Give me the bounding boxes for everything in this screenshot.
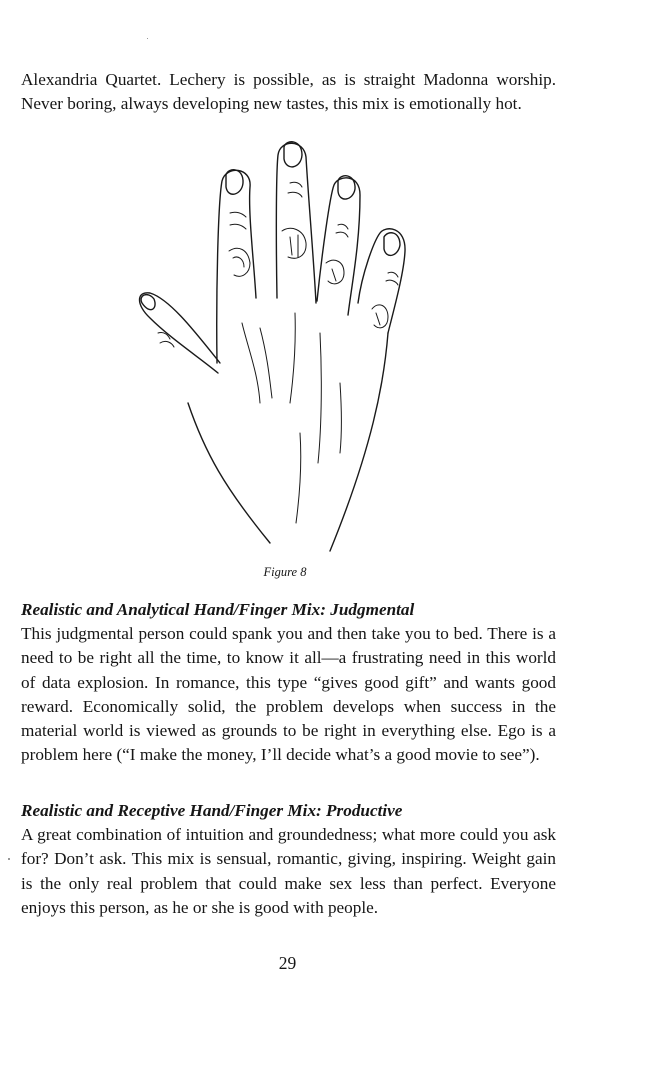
ring-finger-outline <box>317 178 360 315</box>
hand-left-edge <box>188 403 270 543</box>
little-finger-outline <box>358 229 405 333</box>
section-heading-judgmental: Realistic and Analytical Hand/Finger Mix: Judgmental <box>21 600 415 619</box>
intro-paragraph: Alexandria Quartet. Lechery is possible, as is straight Madonna worship. Never boring, always developing new tastes, this mix is emotionally hot. <box>21 70 556 114</box>
figure-caption: Figure 8 <box>263 565 307 579</box>
thumb-outline <box>140 293 221 373</box>
middle-finger-outline <box>276 143 316 303</box>
middle-finger-nail <box>284 142 302 167</box>
scan-speck <box>8 858 10 860</box>
section-heading-productive: Realistic and Receptive Hand/Finger Mix: Productive <box>21 801 403 820</box>
scan-speck <box>147 38 148 39</box>
hand-illustration <box>130 133 430 558</box>
section-body-judgmental: This judgmental person could spank you and then take you to bed. There is a need to be right all the time, to know it all—a frustrating need in this world of data explosion. In romance, this type “gives good gift” and wants good reward. Economically solid, the problem develops when success in the material world is viewed as grounds to be right in everything else. Ego is a problem here (“I make the money, I’ll decide what’s a good movie to see”). <box>21 624 556 765</box>
page-number: 29 <box>278 953 297 973</box>
section-body-productive: A great combination of intuition and groundedness; what more could you ask for? Don’t ask. This mix is sensual, romantic, giving, inspiring. Weight gain is the only real problem that could make sex less than perfect. Everyone enjoys this person, as he or she is good with people. <box>21 825 556 917</box>
index-finger-nail <box>226 170 243 195</box>
thumb-nail <box>141 295 155 310</box>
little-finger-nail <box>384 233 400 256</box>
hand-right-edge <box>330 333 388 551</box>
